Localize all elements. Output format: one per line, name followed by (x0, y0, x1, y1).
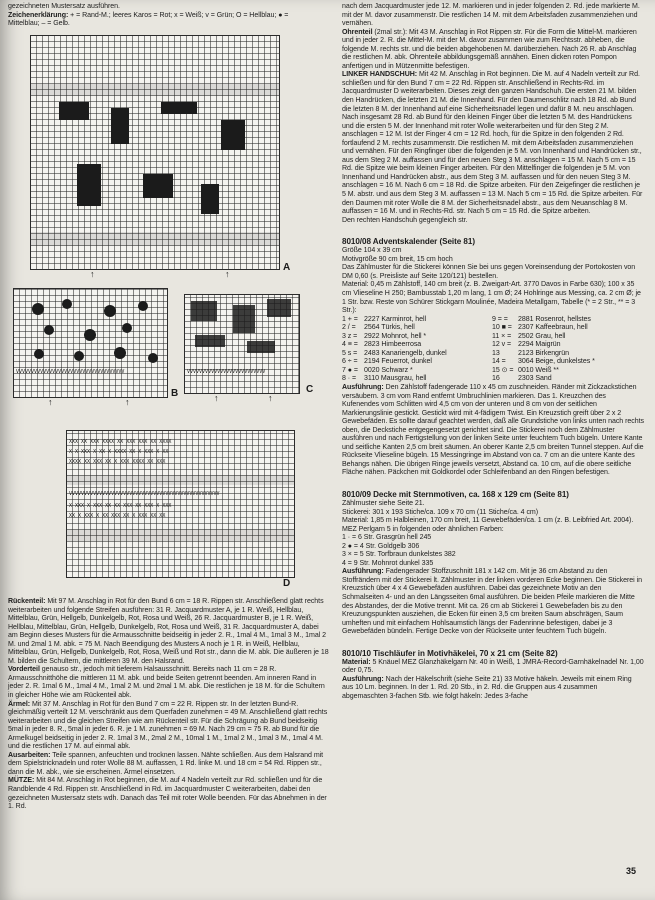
arrow-marker: ↑ (125, 397, 130, 407)
paragraph-head: Vorderteil (8, 666, 40, 674)
paragraph-text: Den rechten Handschuh gegengleich str. (342, 216, 468, 224)
decke-line: 2 ● = 4 Str. Goldgelb 306 (342, 542, 420, 550)
chart-c-v-row: VVVVVVVVVVVVVVVVVVVVVVVVVV (187, 369, 266, 375)
body-paragraph (342, 568, 644, 636)
chart-b-dot (148, 353, 158, 363)
arrow-marker: ↑ (90, 269, 95, 279)
table-cell: 2483 Kanariengelb, dunkel (364, 349, 447, 357)
table-cell: 2303 Sand (518, 375, 552, 383)
table-cell: 15 ⊙ = (492, 366, 514, 374)
section-title-advent: 8010/08 Adventskalender (Seite 81) (342, 237, 475, 247)
chart-c-motif (267, 299, 291, 317)
decke-line: Stickerei: 301 x 193 Stiche/ca. 109 x 70 cm (11 Stiche/ca. 4 cm) (342, 508, 539, 516)
table-cell: 2 / = (342, 324, 356, 332)
arrow-marker: ↑ (48, 397, 53, 407)
chart-d-x-row: XX X XXX X XX XXX XX X XXX XX XX (69, 513, 166, 519)
paragraph-text: Teile spannen, anfeuchten und trocknen lassen. Nähte schließen. Aus dem Halsrand mit dem Spielstricknadeln und roter Wolle 88 M. auffassen, 1 Rd. linke M. und 18 cm = 54 Rd. Rippen str., dann die M. abk., wie sie erscheinen. Ärmel einsetzen. (8, 751, 324, 776)
advent-line: Material: 0,45 m Zählstoff, 140 cm breit (z. B. Zweigart-Art. 3770 Davos in Farbe 630); 100 x 35 cm Vlieseline H 250; Bambusstab 1,20 m lang, 1 cm Ø; 24 Hohlringe aus Messing, ca. 2 cm Ø; je 1 Str. bzw. Reste von Schürer Stickgarn Moulinée, Madeira Metallgarn, Tabelle (* = 2 Str., ** = 3 Str.): (342, 281, 641, 315)
body-paragraph (342, 676, 644, 702)
table-cell: 11 × = (492, 332, 512, 340)
body-paragraph (8, 777, 330, 811)
chart-b-dot (84, 329, 96, 341)
table-cell: 3064 Beige, dunkelstes * (518, 358, 595, 366)
table-cell: 8 · = (342, 375, 357, 383)
chart-d-x-row: XXXX XX XXX XX X XXX XXXX XX XXX (69, 459, 166, 465)
chart-b-dot (74, 351, 84, 361)
body-paragraph (342, 29, 644, 72)
body-paragraph (8, 598, 330, 666)
paragraph-head: Ausführung: (342, 383, 384, 391)
table-cell: 12 v = (492, 341, 512, 349)
table-cell: 0010 Weiß ** (518, 366, 559, 374)
paragraph-text: Mit 37 M. Anschlag in Rot für den Bund 7 cm = 22 R. Rippen str. In der letzten Bund-R. gleichmäßig verteilt 12 M. verschränkt aus dem Querfaden zunehmen = 49 M. Anschließend glatt rechts weiterarbeiten und die gleichen Streifen wie am Rückenteil str. Für die Schrägung ab Bund beidseitig 5mal in jeder 8. R., 5mal in jeder 6. R. je 1 M. zunehmen = 69 M. Nach 29 cm = 75 R. ab Bund für die Armelkugel beidseitig in jeder 2. R. 1mal 3 M., 2mal 2 M., 10mal 1 M., 1mal 2 M., 1mal 3 M., 1mal 4 M. und die restlichen 17 M. auf einmal abk. (8, 700, 328, 751)
legend-key-label: Zeichenerklärung: (8, 11, 69, 19)
page-number: 35 (625, 866, 636, 876)
paragraph-text: Mit 42 M. Anschlag in Rot beginnen. Die M. auf 4 Nadeln verteilt zur Rd. schließen und für den Bund 7 cm = 22 Rd. Rippen str. Anschließend in Rechts-Rd. im Jacquardmuster D weiterarbeiten. Dieses zeigt den ganzen Handschuh. Die ersten 21 M. bilden den Handrücken, die letzten 21 M. die Innenhand. Für den Daumenschlitz nach 18 Rd. ab Bund die letzten 8 M. der Innenhand auf eine Sicherheitsnadel legen und dafür 8 M. neu anschlagen. Nach insgesamt 28 Rd. ab Bund für den kleinen Finger über die letzten 5 M. des Handrückens und die ersten 5 M. der Innenhand mit roter Wolle weiterarbeiten und für den Steg 2 M. anschlagen = 12 M. Ist der Finger 4 cm = 12 Rd. hoch, für die Spitze in den folgenden 2 Rd. fortlaufend 2 M. rechts zusammenstr. Die restlichen M. mit dem Arbeitsfaden zusammenziehen und vernähen. Für den Ringfinger über die folgenden je 5 M. von Innenhand und Handrücken str., aus dem Steg 2 M. auffassen und für den neuen Steg 3 M. anschlagen = 15 M. Nach 5 cm = 15 Rd. die Spitze wie beim kleinen Finger arbeiten. Für den Mittelfinger die folgenden je 5 M. von Innenhand und Handrücken abstr., aus dem Steg 3 M. auffassen und für den neuen Steg 3 M. anschlagen = 16 M. Nach 6 cm = 18 Rd. die Spitze arbeiten. Für den Zeigefinger die restlichen je 5 M. abstr. und aus dem Steg 3 M. auffassen = 13 M. Nach 5 cm = 15 Rd. die Spitze arbeiten. Für den Daumen mit roter Wolle die 8 M. der Sicherheitsnadel abstr., aus dem Neuanschlag 8 M. auffassen = 16 M. und in Rechts-Rd. str. Nach 5 cm = 15 Rd. die Spitze arbeiten. (342, 71, 643, 216)
chart-pattern-c (184, 294, 300, 394)
body-paragraph (342, 71, 644, 216)
legend-key-text: + = Rand-M.; leeres Karos = Rot; x = Weiß; v = Grün; O = Hellblau; ● = Mittelblau; – = Gelb. (8, 11, 289, 28)
chart-a-motif (77, 164, 101, 206)
chart-pattern-b (13, 288, 168, 398)
chart-a-motif (161, 102, 197, 114)
paragraph-head: LINKER HANDSCHUH: (342, 71, 418, 79)
chart-b-dot (122, 323, 132, 333)
paragraph-head: Ausführung: (342, 675, 384, 683)
table-cell: 2227 Karminrot, hell (364, 315, 427, 323)
left-body-text (8, 598, 330, 812)
decke-line: 1 · = 6 Str. Grasgrün hell 245 (342, 534, 432, 542)
table-cell: 13 (492, 349, 500, 357)
table-cell: 3110 Mausgrau, hell (364, 375, 427, 383)
right-column (342, 3, 644, 701)
chart-pattern-d (66, 430, 295, 578)
chart-d-x-row: X XXX X XXX XX XX XXX XX XXX X XXX (69, 503, 172, 509)
table-cell: 4 ≡ = (342, 341, 358, 349)
chart-d-v-row: VVVVVVVVVVVVVVVVVVVVVVVVVVVVVVVVVVVVVVVVVVVVVVVVVV (69, 491, 220, 497)
body-paragraph (342, 659, 644, 676)
table-cell: 1 + = (342, 315, 358, 323)
chart-c-motif (195, 335, 225, 347)
paragraph-text: Fadengerader Stoffzuschnitt 181 x 142 cm. Mit je 36 cm Abstand zu den Stoffrändern mit der Stickerei lt. Zählmuster in der linken vorderen Ecke beginnen. Die Stickerei in Kreuzstich über 4 x 4 Gewebefäden ausführen. Dabei das gezeichnete Motiv an den Schmalseiten 4- und an den Längsseiten 6mal ausführen. Die beiden Pfeile markieren die Mitte des Abstandes, der die Motive trennt. Mit ca. 26 cm ab Stickerei 1 Gewebefaden bis zu den Kreuzungspunkten ausziehen, die Ecken für einen 3,5 cm breiten Saum abschrägen, Saum umheften und mit einfachem Hohlsaumstich längs der Fadenrinne befestigen, dabei je 3 Gewebefäden bündeln. Fertige Decke von der Rückseite unter feuchtem Tuch bügeln. (342, 568, 642, 636)
table-cell: 7 ● = (342, 366, 358, 374)
decke-line: Zählmuster siehe Seite 21. (342, 499, 425, 507)
chart-b-dot (62, 299, 72, 309)
chart-label-d: D (283, 578, 291, 589)
intro-line: gezeichneten Mustersatz ausführen. (8, 3, 120, 10)
paragraph-text: (2mal str.): Mit 43 M. Anschlag in Rot Rippen str. Für die Form die Mittel-M. markieren und in jeder 2. R. die Mittel-M. mit der M. davor zusammen wie zum Rechtsstr. abheben, die folgende M. rechts str. und die beiden abgehobenen M. darüberziehen. Nach 26 R. ab Anschlag die restlichen M. abk. Ohrenteile abbildungsgemäß annähen. Einen dicken roten Pompon anfertigen und in Mützenmitte befestigen. (342, 28, 637, 70)
chart-b-dot (34, 349, 44, 359)
chart-pattern-a (30, 35, 280, 270)
chart-b-dot (32, 303, 44, 315)
paragraph-text: Nach der Häkelschrift (siehe Seite 21) 33 Motive häkeln. Jeweils mit einem Ring aus 10 Lm. beginnen. In der 1. Rd. 20 Stb., in 2. Rd. die Gruppen aus 4 zusammen abgemaschten 3-fachen Stb. wie folgt häkeln: Jedes 3-fache (342, 675, 632, 700)
table-cell: 10 ■ = (492, 324, 512, 332)
paragraph-head: Ausarbeiten: (8, 751, 51, 759)
paragraph-text: 5 Knäuel MEZ Glanzhäkelgarn Nr. 40 in Weiß, 1 JMRA-Record-Garnhäkelnadel Nr. 1,00 oder 0,75. (342, 658, 644, 675)
arrow-marker: ↑ (268, 393, 273, 403)
paragraph-head: Material: (342, 658, 371, 666)
table-cell: 2823 Himbeerrosa (364, 341, 422, 349)
paragraph-head: Ausführung: (342, 568, 384, 576)
chart-a-motif (221, 120, 245, 150)
table-cell: 2502 Grau, hell (518, 332, 566, 340)
paragraph-head: MÜTZE: (8, 777, 35, 785)
section-title-decke: 8010/09 Decke mit Sternmotiven, ca. 168 x 129 cm (Seite 81) (342, 489, 569, 499)
arrow-marker: ↑ (225, 269, 230, 279)
chart-b-dot (138, 301, 148, 311)
chart-a-motif (59, 102, 89, 120)
chart-b-v-row: VVVVVVVVVVVVVVVVVVVVVVVVVVVVVVVVVVVV (16, 369, 125, 375)
body-paragraph (342, 217, 644, 226)
chart-c-motif (191, 301, 217, 321)
table-cell: 16 (492, 375, 500, 383)
body-paragraph (342, 3, 644, 29)
chart-c-motif (233, 305, 255, 333)
chart-b-dot (114, 347, 126, 359)
paragraph-text: nach dem Jacquardmuster jede 12. M. markieren und in jeder folgenden 2. Rd. jede markierte M. mit der M. davor zusammenstr. Die restlichen 14 M. mit dem Arbeitsfaden zusammenziehen und vernähen. (342, 3, 640, 28)
chart-b-dot (44, 325, 54, 335)
paragraph-head: Ohrenteil (342, 28, 373, 36)
paragraph-text: Mit 97 M. Anschlag in Rot für den Bund 6 cm = 18 R. Rippen str. Anschließend glatt rechts weiterarbeiten und folgende Streifen ausführen: 31 R. Jacquardmuster A, je 1 R. Weiß, Hellblau, Mittelblau, Grün, Hellgelb, Dunkelgelb, Rot, Rosa und Weiß, 26 R. Jacquardmuster B, je 1 R. Weiß, Hellblau, Mittelblau, Grün, Hellgelb, Dunkelgelb, Rot, Rosa und Weiß, 31 R. Jacquardmuster A, dabei am Beginn dieses Musters für die Armausschnitte beidseitig in jeder 2. R., 1mal 4 M., 1mal 3 M., 1mal 2 M. und 2mal 1 M. abk. = 75 M. Nach Beendigung des Musters A noch je 1 R. in Weiß, Hellblau, Mittelblau, Grün, Hellgelb, Dunkelgelb, Rot, Rosa, Weiß und Rot str., dann die M. abk. Die äußeren je 18 M. bilden die Schultern, die mittleren 39 M. den Halsrand. (8, 598, 329, 665)
body-paragraph (8, 666, 330, 700)
legend-key (8, 12, 318, 29)
decke-line: Material: 1,85 m Halbleinen, 170 cm breit, 11 Gewebefäden/ca. 1 cm (z. B. Leibfried Art. 2004). MEZ Perlgarn 5 in folgenden oder ähnlichen Farben: (342, 517, 634, 533)
paragraph-text: genauso str., jedoch mit tieferem Halsausschnitt. Bereits nach 11 cm = 28 R. Armausschnitthöhe die mittleren 11 M. abk. und beide Seiten getrennt beenden. Am inneren Rand in jeder 2. R. 1mal 6 M., 1mal 4 M., 1mal 2 M. und 2mal 1 M. abk. Die restlichen je 18 M. für die Schultern in gleicher Höhe wie am Rückenteil abk. (8, 666, 325, 700)
table-cell: 6 ÷ = (342, 358, 358, 366)
table-cell: 2564 Türkis, hell (364, 324, 415, 332)
thread-color-table (342, 316, 644, 384)
paragraph-head: Rückenteil: (8, 598, 46, 605)
table-cell: 2294 Maigrün (518, 341, 561, 349)
chart-a-band (31, 232, 279, 246)
advent-line: Motivgröße 90 cm breit, 15 cm hoch (342, 255, 453, 263)
chart-label-c: C (306, 384, 314, 395)
body-paragraph (342, 384, 644, 478)
table-cell: 0020 Schwarz * (364, 366, 413, 374)
left-intro (8, 3, 318, 29)
table-cell: 2922 Mohnrot, hell * (364, 332, 427, 340)
advent-line: Größe 104 x 39 cm (342, 247, 402, 255)
table-cell: 9 = = (492, 315, 508, 323)
table-cell: 3 z = (342, 332, 358, 340)
chart-a-band (31, 84, 279, 96)
chart-a-motif (143, 174, 173, 198)
table-cell: 2123 Birkengrün (518, 349, 569, 357)
table-cell: 2194 Feuerrot, dunkel (364, 358, 432, 366)
decke-line: 4 = 9 Str. Mohnrot dunkel 335 (342, 559, 434, 567)
chart-b-dot (104, 305, 116, 317)
chart-d-band (67, 475, 294, 485)
paragraph-text: Den Zählstoff fadengerade 110 x 45 cm zuschneiden. Ränder mit Zickzackstichen versäubern. 3 cm vom Rand entfernt Umbruchlinien markieren. Das 1. Kreuzchen des Kufenendes vom Schlitten wird 4,5 cm von der unteren und 8 cm von der seitlichen Markierungslinie gestickt. Gestickt wird mit 4-fädigem Twist. Ein Kreuzstich greift über 2 x 2 Gewebefäden. Es sollte darauf geachtet werden, daß alle Grundstiche von links unten nach rechts oben, die Deckstiche entgegengesetzt gerichtet sind. Die Stickerei noch dem Zählmuster ausführen und nach Fertigstellung von der linken Seite unter feuchtem Tuch bügeln. Untere Kante und seitliche Kanten 2,5 cm breit säumen. An oberer Kante 2,5 cm breiten Tunnel steppen. Auf die Rückseite Vlieseline bügeln. 15 Messingringe im Abstand von ca. 7 cm an die untere Kante des Behangs nähen. Die übrigen Ringe jeweils versetzt, Abstand ca. 10 cm, auf die obere seitliche Fläche nähen. Päckchen mit Goldkordel oder Schleifenband an den Ringen befestigen. (342, 383, 644, 477)
chart-d-band (67, 529, 294, 541)
arrow-marker: ↑ (214, 393, 219, 403)
table-cell: 2307 Kaffeebraun, hell (518, 324, 588, 332)
chart-label-b: B (171, 388, 179, 399)
body-paragraph (8, 752, 330, 778)
paragraph-head: Ärmel: (8, 700, 31, 708)
chart-a-motif (111, 108, 129, 144)
body-paragraph (8, 701, 330, 752)
chart-c-motif (247, 341, 275, 353)
advent-line: Das Zählmuster für die Stickerei können Sie bei uns gegen Voreinsendung der Portokosten von DM 0,60 (s. Preisliste auf Seite 120/121) bestellen. (342, 264, 636, 280)
table-cell: 14 = (492, 358, 506, 366)
chart-a-motif (201, 184, 219, 214)
table-cell: 5 s = (342, 349, 358, 357)
decke-line: 3 × = 5 Str. Torfbraun dunkelstes 382 (342, 551, 456, 559)
chart-d-x-row: XXX XX XXX XXXX XX XXX XXX XX XXXX (69, 439, 172, 445)
chart-d-x-row: X X XXX X XX X XXXX XX X XXX X XX (69, 449, 169, 455)
section-title-tisch: 8010/10 Tischläufer in Motivhäkelei, 70 x 21 cm (Seite 82) (342, 648, 558, 658)
chart-label-a: A (283, 262, 291, 273)
table-cell: 2881 Rosenrot, hellstes (518, 315, 591, 323)
paragraph-text: Mit 84 M. Anschlag in Rot beginnen, die M. auf 4 Nadeln verteilt zur Rd. schließen und für die Randblende 4 Rd. Rippen str. Anschließend in Rd. im Jacquardmuster C weiterarbeiten, dabei den gezeichneten Mustersatz stets wdh. Danach das Teil mit roter Wolle beenden. Für das Abnehmen in der 1. Rd. (8, 777, 327, 811)
